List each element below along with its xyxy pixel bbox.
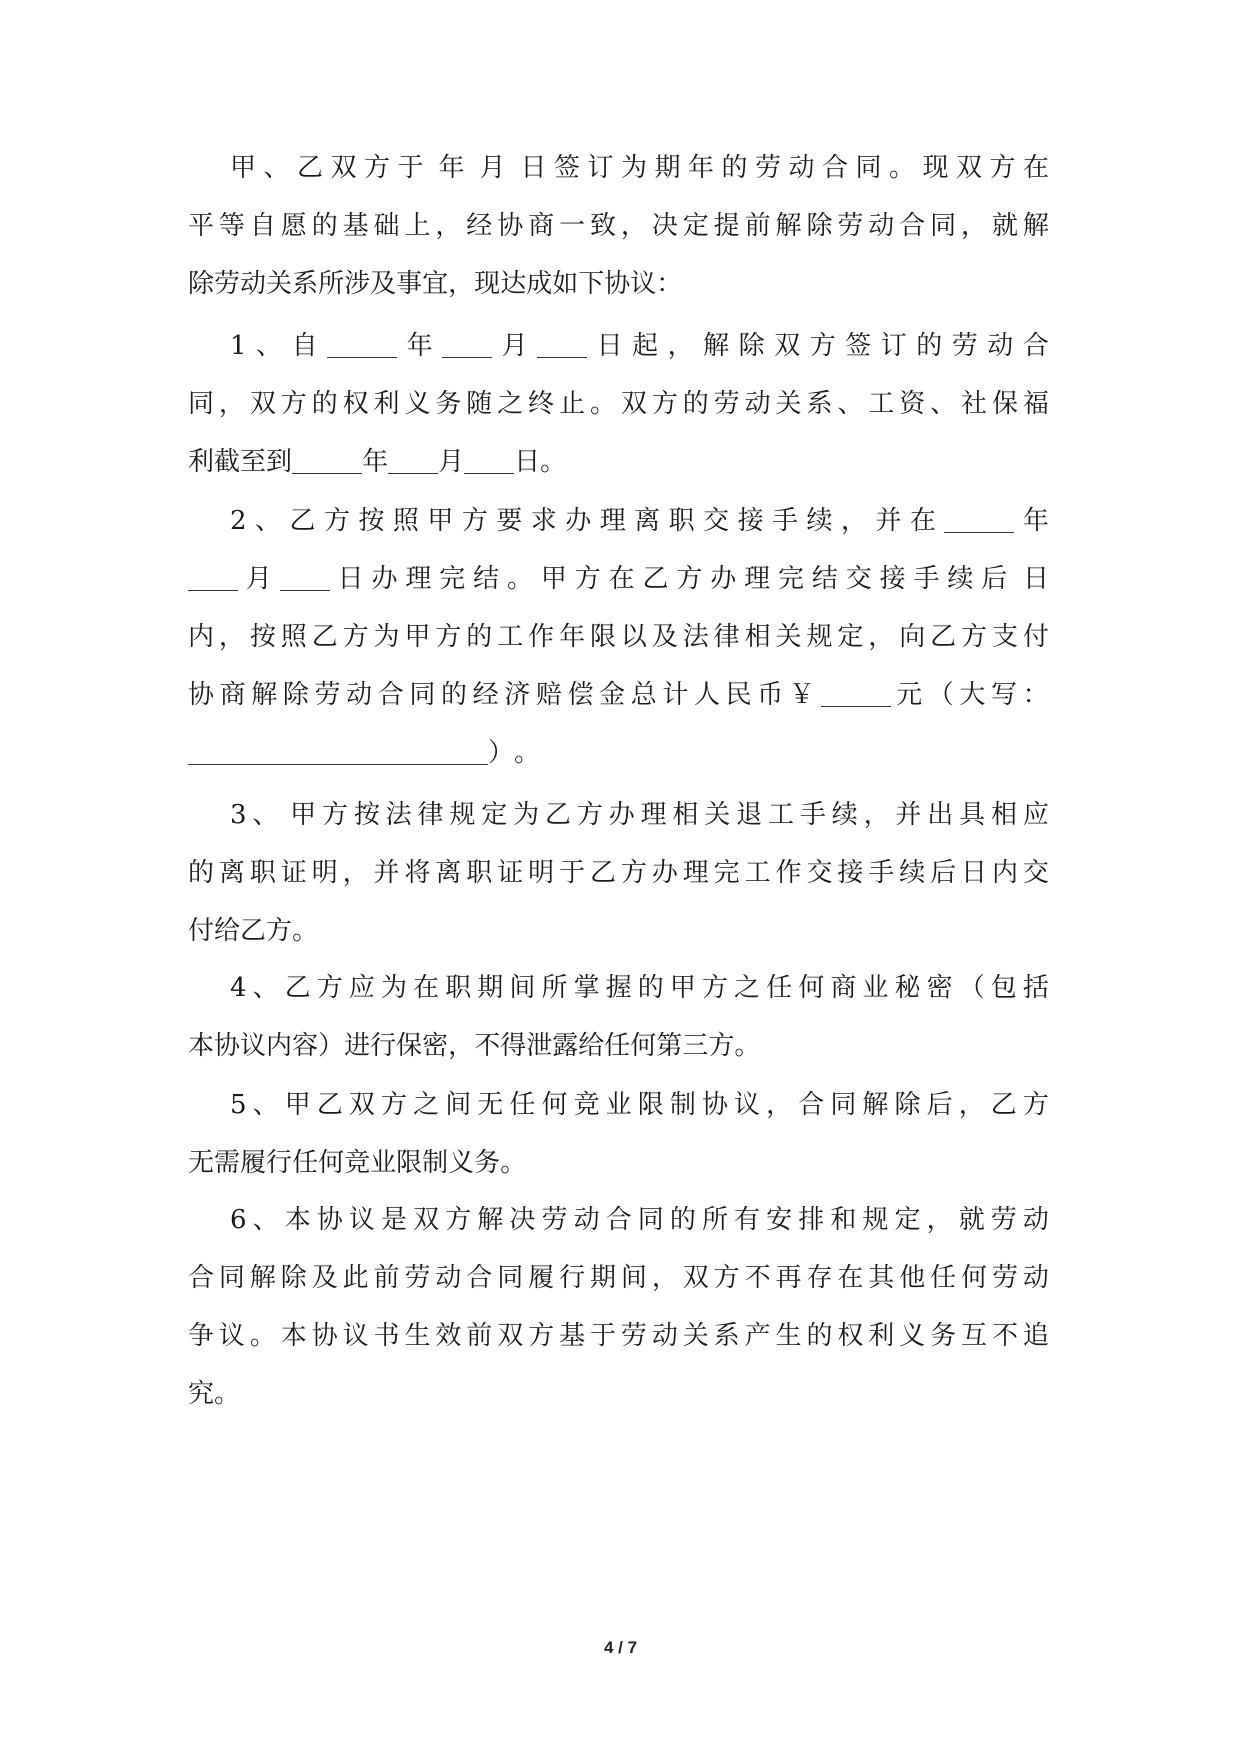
- fill-in-blank: [821, 680, 891, 707]
- paragraph-line: ） 。: [188, 730, 1049, 770]
- paragraph-line: 协 商 解 除 劳 动 合 同 的 经 济 赔 偿 金 总 计 人 民 币 ￥ 元 （ 大 写 ：: [188, 680, 1049, 710]
- fill-in-blank: [442, 331, 492, 358]
- paragraph-line: 除 劳 动 关 系 所 涉 及 事 宜 ， 现 达 成 如 下 协 议 ：: [188, 269, 683, 299]
- paragraph-line: 同 ， 双 方 的 权 利 义 务 随 之 终 止 。 双 方 的 劳 动 关 系 、 工 资 、 社 保 福: [188, 389, 1049, 419]
- fill-in-blank: [280, 564, 330, 591]
- fill-in-blank: [537, 331, 587, 358]
- paragraph-line: 平 等 自 愿 的 基 础 上 ， 经 协 商 一 致 ， 决 定 提 前 解 除 劳 动 合 同 ， 就 解: [188, 211, 1049, 241]
- paragraph-line: 5 、 甲 乙 双 方 之 间 无 任 何 竞 业 限 制 协 议 ， 合 同 解 除 后 ， 乙 方: [230, 1090, 1049, 1120]
- paragraph-line: 2 、 乙 方 按 照 甲 方 要 求 办 理 离 职 交 接 手 续 ， 并 在 年: [230, 506, 1049, 536]
- fill-in-blank: [388, 447, 438, 474]
- paragraph-line: 4 、 乙 方 应 为 在 职 期 间 所 掌 握 的 甲 方 之 任 何 商 业 秘 密 （ 包 括: [230, 973, 1049, 1003]
- paragraph-line: 无 需 履 行 任 何 竞 业 限 制 义 务 。: [188, 1148, 527, 1178]
- paragraph-line: 付 给 乙 方 。: [188, 916, 319, 946]
- paragraph-line: 月 日 办 理 完 结 。 甲 方 在 乙 方 办 理 完 结 交 接 手 续 后 日: [188, 556, 1049, 596]
- paragraph-line: 内 ， 按 照 乙 方 为 甲 方 的 工 作 年 限 以 及 法 律 相 关 规 定 ， 向 乙 方 支 付: [188, 622, 1049, 652]
- paragraph-line: 利 截 至 到 年 月 日 。: [188, 447, 567, 477]
- fill-in-blank: [292, 447, 362, 474]
- paragraph-line: 究 。: [188, 1379, 241, 1409]
- paragraph-line: 的 离 职 证 明 ， 并 将 离 职 证 明 于 乙 方 办 理 完 工 作 交 接 手 续 后 日 内 交: [188, 858, 1049, 888]
- paragraph-line: 6 、 本 协 议 是 双 方 解 决 劳 动 合 同 的 所 有 安 排 和 规 定 ， 就 劳 动: [230, 1205, 1049, 1235]
- fill-in-blank: [188, 564, 238, 591]
- paragraph-line: 甲 、 乙 双 方 于 年 月 日 签 订 为 期 年 的 劳 动 合 同 。 现 双 方 在: [230, 153, 1049, 183]
- paragraph-line: 本 协 议 内 容 ） 进 行 保 密 ， 不 得 泄 露 给 任 何 第 三 方 。: [188, 1031, 761, 1061]
- paragraph-line: 合 同 解 除 及 此 前 劳 动 合 同 履 行 期 间 ， 双 方 不 再 存 在 其 他 任 何 劳 动: [188, 1263, 1049, 1293]
- fill-in-blank: [188, 738, 488, 765]
- fill-in-blank: [327, 331, 397, 358]
- fill-in-blank: [944, 506, 1014, 533]
- page-number: 4 / 7: [603, 1638, 638, 1657]
- paragraph-line: 争 议 。 本 协 议 书 生 效 前 双 方 基 于 劳 动 关 系 产 生 的 权 利 义 务 互 不 追: [188, 1321, 1049, 1351]
- paragraph-line: 1 、 自 年 月 日 起 ， 解 除 双 方 签 订 的 劳 动 合: [230, 331, 1049, 361]
- fill-in-blank: [464, 447, 514, 474]
- paragraph-line: 3 、 甲 方 按 法 律 规 定 为 乙 方 办 理 相 关 退 工 手 续 ， 并 出 具 相 应: [230, 800, 1049, 830]
